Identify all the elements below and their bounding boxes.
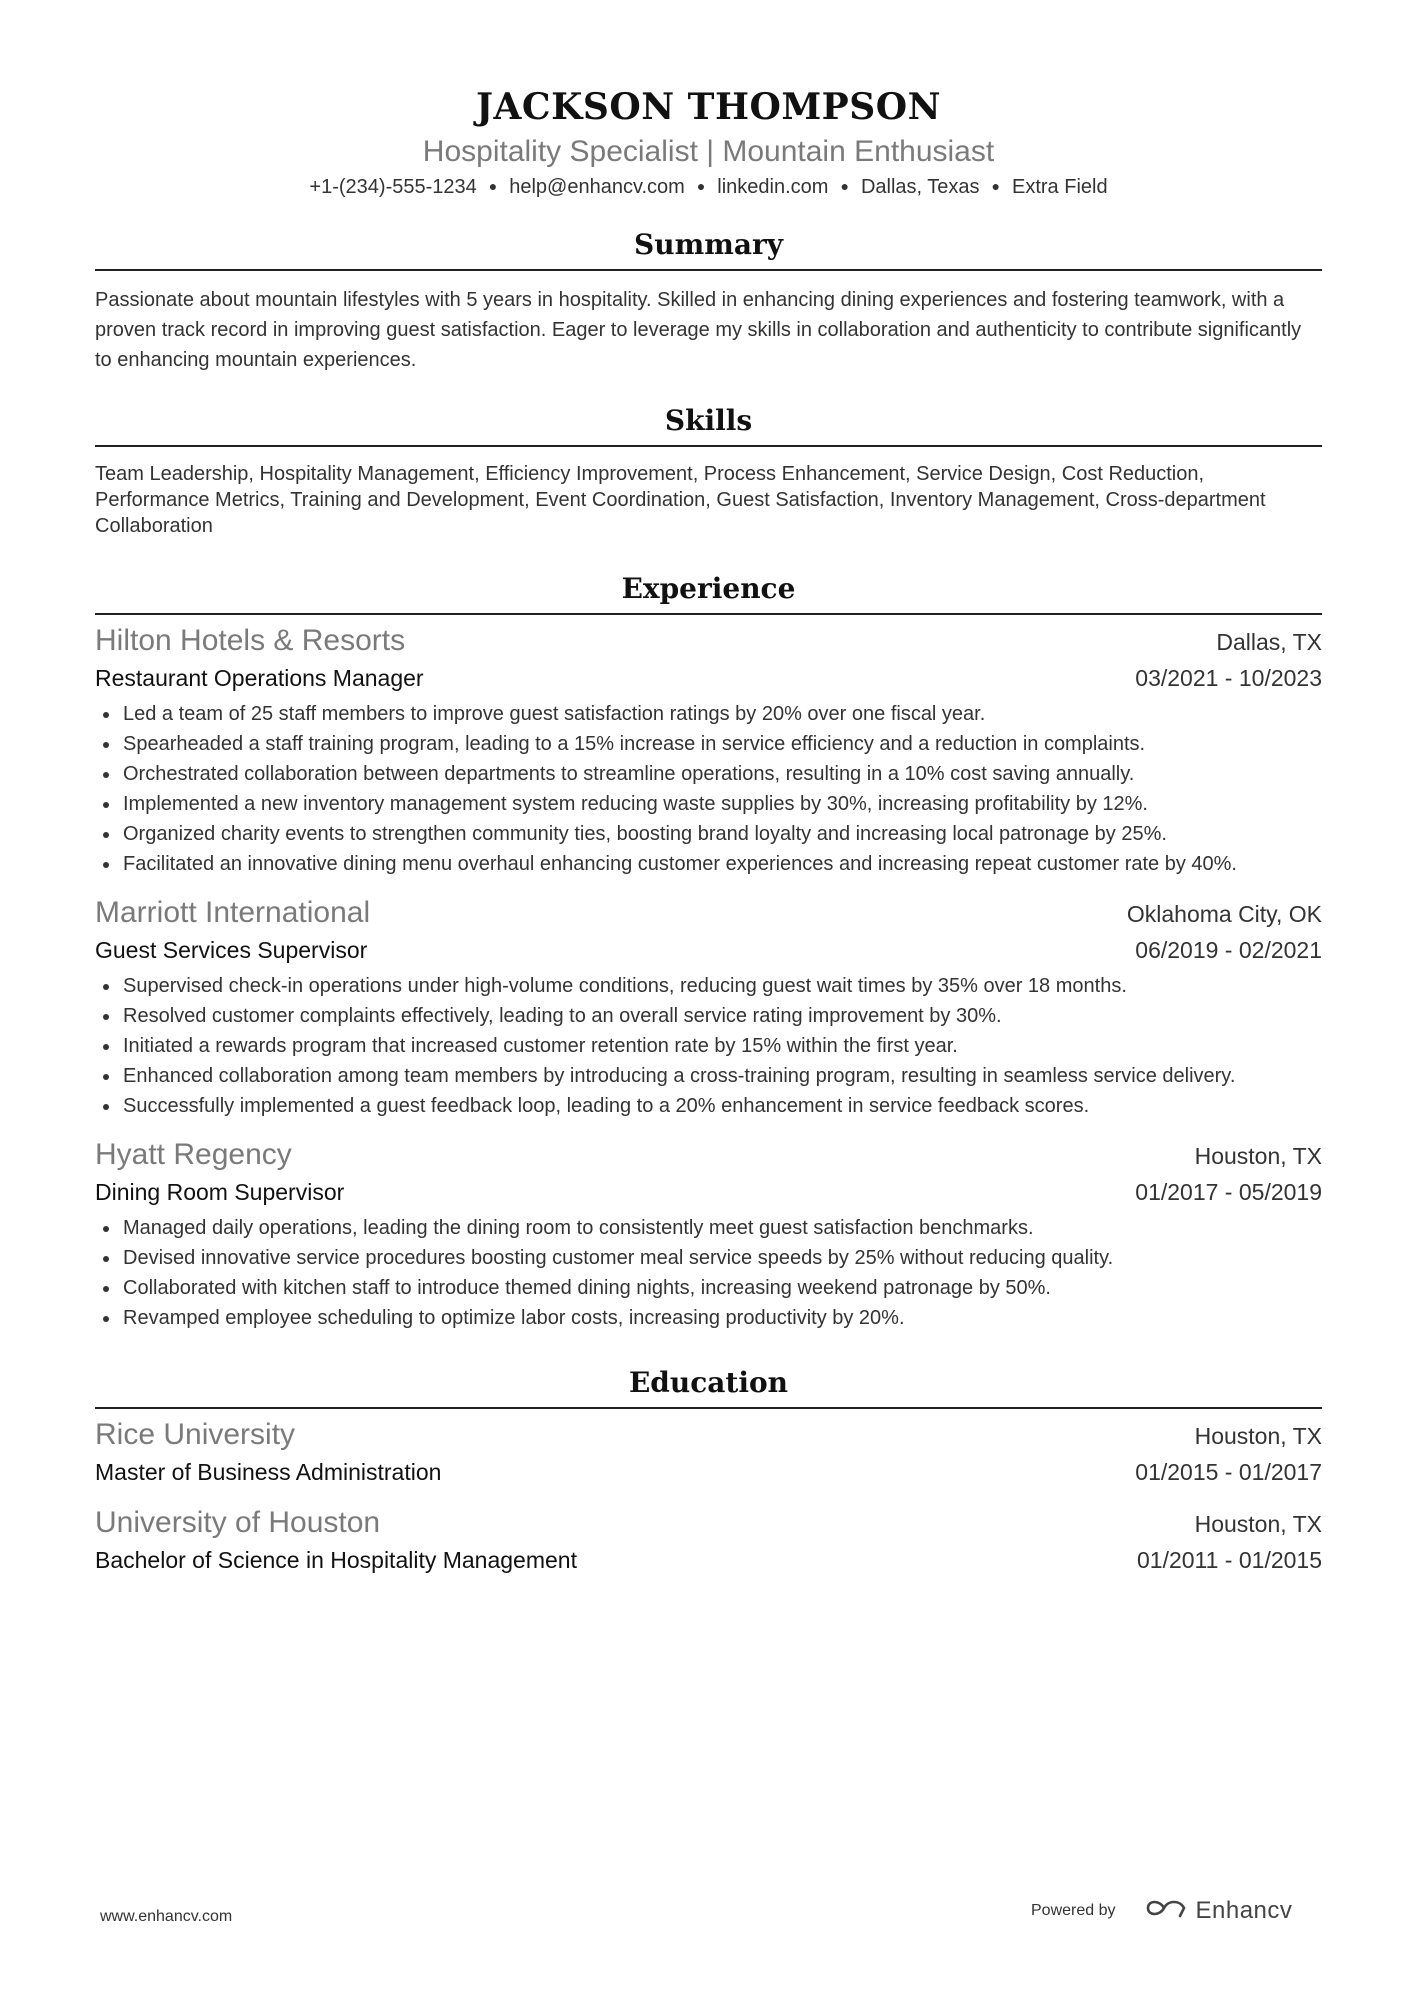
job-location: Dallas, TX xyxy=(1216,629,1322,655)
entry-header-row xyxy=(95,1415,1322,1455)
achievement-item: Facilitated an innovative dining menu overhaul enhancing customer experiences and increasing repeat customer rate by 40%. xyxy=(95,849,1322,879)
footer-branding xyxy=(1031,1896,1292,1925)
contact-extra-field: Extra Field xyxy=(1011,176,1108,198)
achievement-item: Led a team of 25 staff members to improve guest satisfaction ratings by 20% over one fiscal year. xyxy=(95,699,1322,729)
achievement-item: Successfully implemented a guest feedback loop, leading to a 20% enhancement in service feedback scores. xyxy=(95,1091,1322,1121)
experience-section xyxy=(95,569,1322,1333)
section-title-experience: Experience xyxy=(95,569,1322,615)
entry-header-row xyxy=(95,621,1322,661)
entry-role-row xyxy=(95,933,1322,967)
summary-text: Passionate about mountain lifestyles with 5 years in hospitality. Skilled in enhancing dining experiences and fostering teamwork, with a proven track record in improving guest satisfaction. Eager to leverage my skills in collaboration and authenticity to contribute significantly to enhancing mountain experiences. xyxy=(95,289,1302,371)
degree-title: Master of Business Administration xyxy=(95,1459,442,1485)
achievement-list xyxy=(95,971,1322,1121)
entry-header-row xyxy=(95,893,1322,933)
bullet-separator-icon: ● xyxy=(991,178,1000,194)
job-dates: 06/2019 - 02/2021 xyxy=(1135,937,1322,963)
contact-email[interactable]: help@enhancv.com xyxy=(509,176,685,198)
entry-header-row xyxy=(95,1503,1322,1543)
contact-phone: +1-(234)-555-1234 xyxy=(309,176,477,198)
job-dates: 01/2017 - 05/2019 xyxy=(1135,1179,1322,1205)
section-title-summary: Summary xyxy=(95,225,1322,271)
achievement-item: Devised innovative service procedures boosting customer meal service speeds by 25% without reducing quality. xyxy=(95,1243,1322,1273)
degree-title: Bachelor of Science in Hospitality Management xyxy=(95,1547,577,1573)
experience-entry xyxy=(95,1135,1322,1333)
education-section xyxy=(95,1363,1322,1577)
job-title: Restaurant Operations Manager xyxy=(95,665,424,691)
bullet-separator-icon: ● xyxy=(696,178,706,194)
summary-section xyxy=(95,225,1322,375)
achievement-item: Managed daily operations, leading the dining room to consistently meet guest satisfaction benchmarks. xyxy=(95,1213,1322,1243)
skills-section xyxy=(95,401,1322,539)
job-dates: 03/2021 - 10/2023 xyxy=(1135,665,1322,691)
school-name: Rice University xyxy=(95,1418,296,1451)
bullet-separator-icon: ● xyxy=(840,178,849,194)
company-name: Hilton Hotels & Resorts xyxy=(95,624,406,657)
candidate-headline: Hospitality Specialist | Mountain Enthusiast xyxy=(422,135,995,168)
section-title-skills: Skills xyxy=(95,401,1322,447)
enhancv-brand-name: Enhancv xyxy=(1195,1896,1293,1924)
education-entry xyxy=(95,1503,1322,1577)
company-name: Marriott International xyxy=(95,896,371,929)
resume-header xyxy=(95,82,1322,203)
entry-role-row xyxy=(95,1175,1322,1209)
education-dates: 01/2011 - 01/2015 xyxy=(1136,1547,1322,1573)
achievement-item: Enhanced collaboration among team members by introducing a cross-training program, resulting in seamless service delivery. xyxy=(95,1061,1322,1091)
contact-linkedin[interactable]: linkedin.com xyxy=(717,176,829,198)
education-dates: 01/2015 - 01/2017 xyxy=(1135,1459,1322,1485)
skills-text: Team Leadership, Hospitality Management, Efficiency Improvement, Process Enhancement, Service Design, Cost Reduction, Performance Metrics, Training and Development, Event Coordination, Guest Satisfaction, Inventory Management, Cross-department Collaboration xyxy=(95,463,1266,537)
school-name: University of Houston xyxy=(95,1506,381,1539)
experience-entry xyxy=(95,621,1322,879)
achievement-item: Spearheaded a staff training program, leading to a 15% increase in service efficiency and a reduction in complaints. xyxy=(95,729,1322,759)
school-location: Houston, TX xyxy=(1194,1511,1322,1537)
company-name: Hyatt Regency xyxy=(95,1138,292,1171)
powered-by-label: Powered by xyxy=(1031,1901,1116,1919)
entry-role-row xyxy=(95,661,1322,695)
bullet-separator-icon: ● xyxy=(488,178,498,194)
achievement-item: Implemented a new inventory management system reducing waste supplies by 30%, increasing profitability by 12%. xyxy=(95,789,1322,819)
achievement-item: Revamped employee scheduling to optimize labor costs, increasing productivity by 20%. xyxy=(95,1303,1322,1333)
resume-page xyxy=(95,82,1322,1591)
achievement-item: Organized charity events to strengthen community ties, boosting brand loyalty and increasing local patronage by 25%. xyxy=(95,819,1322,849)
education-entry xyxy=(95,1415,1322,1489)
experience-entry xyxy=(95,893,1322,1121)
achievement-item: Resolved customer complaints effectively, leading to an overall service rating improvement by 30%. xyxy=(95,1001,1322,1031)
enhancv-logo-icon xyxy=(1144,1896,1188,1925)
job-location: Houston, TX xyxy=(1194,1143,1322,1169)
contact-line xyxy=(95,172,1322,203)
achievement-list xyxy=(95,699,1322,879)
section-title-education: Education xyxy=(95,1363,1322,1409)
job-location: Oklahoma City, OK xyxy=(1126,901,1322,927)
entry-header-row xyxy=(95,1135,1322,1175)
achievement-list xyxy=(95,1213,1322,1333)
achievement-item: Supervised check-in operations under high-volume conditions, reducing guest wait times by 35% over 18 months. xyxy=(95,971,1322,1001)
job-title: Dining Room Supervisor xyxy=(95,1179,345,1205)
entry-degree-row xyxy=(95,1455,1322,1489)
school-location: Houston, TX xyxy=(1194,1423,1322,1449)
footer-website-link[interactable]: www.enhancv.com xyxy=(100,1908,233,1925)
job-title: Guest Services Supervisor xyxy=(95,937,368,963)
contact-location: Dallas, Texas xyxy=(860,176,980,198)
achievement-item: Initiated a rewards program that increased customer retention rate by 15% within the first year. xyxy=(95,1031,1322,1061)
entry-degree-row xyxy=(95,1543,1322,1577)
achievement-item: Orchestrated collaboration between departments to streamline operations, resulting in a 10% cost saving annually. xyxy=(95,759,1322,789)
achievement-item: Collaborated with kitchen staff to introduce themed dining nights, increasing weekend patronage by 50%. xyxy=(95,1273,1322,1303)
candidate-name: JACKSON THOMPSON xyxy=(475,86,942,128)
